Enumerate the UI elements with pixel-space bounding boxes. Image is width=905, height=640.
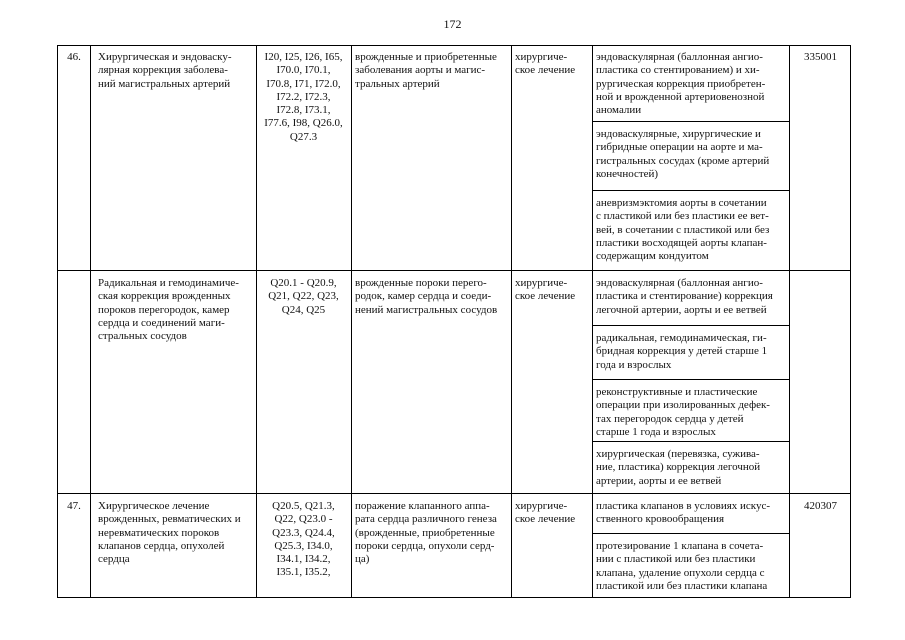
treatment-type: хирургиче- ское лечение xyxy=(515,500,576,526)
treatment-method: эндоваскулярная (баллонная ангио- пластика и стентирование) коррекция легочной артерии, аорты и ее ветвей xyxy=(596,277,773,316)
method-divider xyxy=(592,379,789,380)
column-divider xyxy=(90,46,91,597)
treatment-method: эндоваскулярная (баллонная ангио- пластика со стентированием) и хи- рургическая коррекция приобретен- ной и врожденной артериовенозной аномалии xyxy=(596,51,766,117)
services-table xyxy=(57,45,851,598)
column-divider xyxy=(592,46,593,597)
patient-model: поражение клапанного аппа- рата сердца различного генеза (врожденные, приобретенные пороки сердца, опухоли серд- ца) xyxy=(355,500,497,566)
column-divider xyxy=(351,46,352,597)
treatment-method: аневризмэктомия аорты в сочетании с пластикой или без пластики ее вет- вей, в сочетании с пластикой или без пластики восходящей аорты клапан- содержащим кондуитом xyxy=(596,197,770,263)
treatment-method: протезирование 1 клапана в сочета- нии с пластикой или без пластики клапана, удаление опухоли сердца с пластикой или без пластики клапана xyxy=(596,540,768,592)
treatment-method: радикальная, гемодинамическая, ги- бридная коррекция у детей старше 1 года и взрослых xyxy=(596,332,768,371)
patient-model: врожденные и приобретенные заболевания аорты и магис- тральных артерий xyxy=(355,51,497,90)
method-divider xyxy=(592,121,789,122)
row-number: 46. xyxy=(67,51,81,63)
service-name: Хирургическая и эндоваску- лярная коррекция заболева- ний магистральных артерий xyxy=(98,51,232,90)
column-divider xyxy=(511,46,512,597)
row-number: 47. xyxy=(67,500,81,512)
service-name: Хирургическое лечение врожденных, ревматических и неревматических пороков клапанов сердца, опухолей сердца xyxy=(98,500,241,566)
treatment-method: эндоваскулярные, хирургические и гибридные операции на аорте и ма- гистральных сосудах (кроме артерий конечностей) xyxy=(596,128,770,180)
icd-codes: Q20.5, Q21.3, Q22, Q23.0 - Q23.3, Q24.4, Q25.3, I34.0, I34.1, I34.2, I35.1, I35.2, xyxy=(272,500,335,579)
row-divider xyxy=(58,270,850,271)
patient-model: врожденные пороки перего- родок, камер сердца и соеди- нений магистральных сосудов xyxy=(355,277,498,316)
cost-value: 420307 xyxy=(804,500,837,512)
page-number: 172 xyxy=(443,17,462,31)
treatment-method: пластика клапанов в условиях искус- ственного кровообращения xyxy=(596,500,771,526)
method-divider xyxy=(592,441,789,442)
method-divider xyxy=(592,190,789,191)
treatment-type: хирургиче- ское лечение xyxy=(515,51,576,77)
treatment-method: хирургическая (перевязка, сужива- ние, пластика) коррекция легочной артерии, аорты и ее ветвей xyxy=(596,448,761,487)
cost-value: 335001 xyxy=(804,51,837,63)
method-divider xyxy=(592,325,789,326)
icd-codes: I20, I25, I26, I65, I70.0, I70.1, I70.8, I71, I72.0, I72.2, I72.3, I72.8, I73.1, I77.6, I98, Q26.0, Q27.3 xyxy=(264,51,343,143)
row-divider xyxy=(58,493,850,494)
icd-codes: Q20.1 - Q20.9, Q21, Q22, Q23, Q24, Q25 xyxy=(268,277,339,316)
treatment-type: хирургиче- ское лечение xyxy=(515,277,576,303)
method-divider xyxy=(592,533,789,534)
column-divider xyxy=(789,46,790,597)
treatment-method: реконструктивные и пластические операции при изолированных дефек- тах перегородок сердца у детей старше 1 года и взрослых xyxy=(596,386,770,438)
service-name: Радикальная и гемодинамиче- ская коррекция врожденных пороков перегородок, камер сердца и соединений маги- стральных сосудов xyxy=(98,277,239,343)
